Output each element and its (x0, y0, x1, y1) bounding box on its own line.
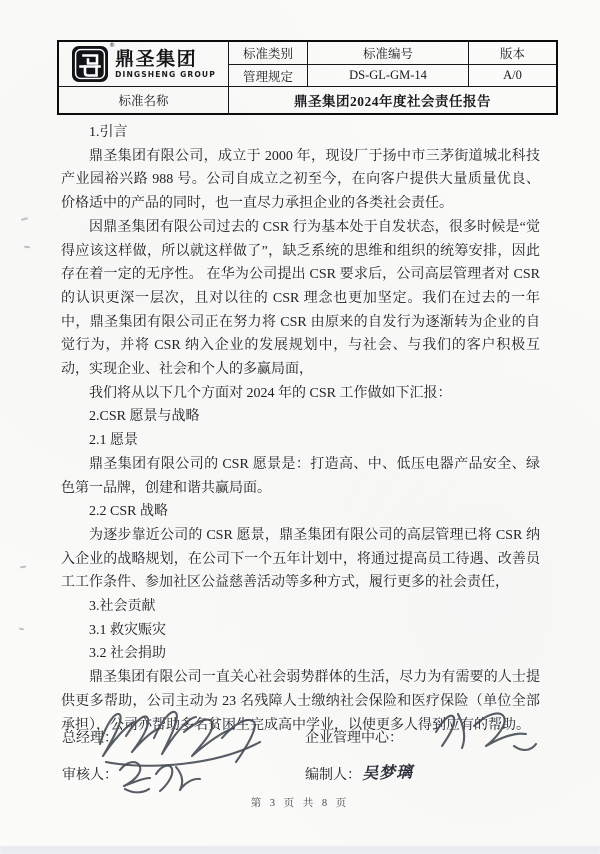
reviewer-signature (112, 752, 207, 798)
editor-label: 编制人： (305, 768, 361, 783)
logo-english-name: DINGSHENG GROUP (115, 69, 216, 79)
section-heading-social-donation: 3.2 社会捐助 (89, 646, 166, 662)
reviewer-label: 审核人： (62, 768, 118, 783)
paragraph-vision: 鼎圣集团有限公司的 CSR 愿景是：打造高、中、低压电器产品安全、绿色第一品牌，创建和谐共赢局面。 (61, 456, 540, 496)
paragraph-strategy: 为逐步靠近公司的 CSR 愿景，鼎圣集团有限公司的高层管理已将 CSR 纳入企业的战略规划，在公司下一个五年计划中，将通过提高员工待遇、改善员工工作条件、参加社区公益慈善活动等多种方式，履行更多的社会责任， (61, 527, 540, 591)
label-standard-number: 标准编号 (308, 41, 469, 65)
enterprise-management-center-label: 企业管理中心： (305, 731, 403, 746)
section-heading-social-contribution: 3.社会贡献 (89, 599, 156, 615)
registered-trademark-symbol: ® (109, 42, 116, 49)
company-logo (61, 42, 226, 83)
paragraph-csr-history: 因鼎圣集团有限公司过去的 CSR 行为基本处于自发状态，很多时候是“觉得应该这样做，所以就这样做了”，缺乏系统的思维和组织的统筹安排，因此存在着一定的无序性。 在华为公司提出 CSR 要求后，公司高层管理者对 CSR 的认识更深一层次，且对以往的 CSR 理念也更加坚定。我们在过去的一年中，鼎圣集团有限公司正在努力将 CSR 由原来的自发行为逐渐转为企业的自觉行为，并将 CSR 纳入企业的发展规划中，与社会、与我们的客户积极互动，实现企业、社会和个人的多赢局面， (61, 219, 540, 378)
scan-artifact (21, 217, 28, 221)
paragraph-donation-detail: 鼎圣集团有限公司一直关心社会弱势群体的生活，尽力为有需要的人士提供更多帮助，公司主动为 23 名残障人士缴纳社会保险和医疗保险（单位全部承担），公司亦帮助多名贫困生完成高中学业，以使更多人得到应有的帮助。 (61, 670, 540, 733)
section-heading-disaster-relief: 3.1 救灾赈灾 (89, 622, 166, 638)
paragraph-company-intro: 鼎圣集团有限公司，成立于 2000 年，现设厂于扬中市三茅街道城北科技产业园裕兴路 988 号。公司自成立之初至今，在向客户提供大量质量优良、 价格适中的产品的同时，也一直尽力承担企业的各类社会责任。 (61, 148, 540, 212)
value-standard-category: 管理规定 (229, 65, 308, 87)
scan-edge-shadow (0, 846, 600, 854)
section-heading-vision: 2.1 愿景 (89, 433, 138, 449)
scan-artifact (20, 566, 26, 569)
label-standard-name: 标准名称 (58, 87, 229, 115)
label-standard-category: 标准类别 (229, 41, 308, 65)
document-title: 鼎圣集团2024年度社会责任报告 (229, 87, 558, 115)
scan-artifact (19, 628, 24, 631)
dingsheng-logo-icon (71, 42, 116, 83)
value-version: A/0 (469, 65, 558, 87)
section-heading-csr-vision-strategy: 2.CSR 愿景与战略 (89, 409, 200, 425)
logo-chinese-name: 鼎圣集团 (115, 47, 198, 70)
paragraph-report-scope: 我们将从以下几个方面对 2024 年的 CSR 工作做如下汇报： (89, 385, 452, 401)
page-indicator: 第 3 页 共 8 页 (250, 798, 350, 809)
label-version: 版本 (469, 41, 558, 65)
editor-handwritten-name: 吴梦璃 (361, 764, 414, 783)
report-body (61, 121, 540, 737)
standard-header-table (57, 40, 558, 115)
section-heading-csr-strategy: 2.2 CSR 战略 (89, 504, 168, 520)
value-standard-number: DS-GL-GM-14 (308, 65, 469, 87)
general-manager-label: 总经理： (62, 731, 118, 746)
company-logo-cell (58, 41, 229, 87)
section-heading-introduction: 1.引言 (89, 125, 128, 140)
scan-artifact (24, 246, 30, 249)
